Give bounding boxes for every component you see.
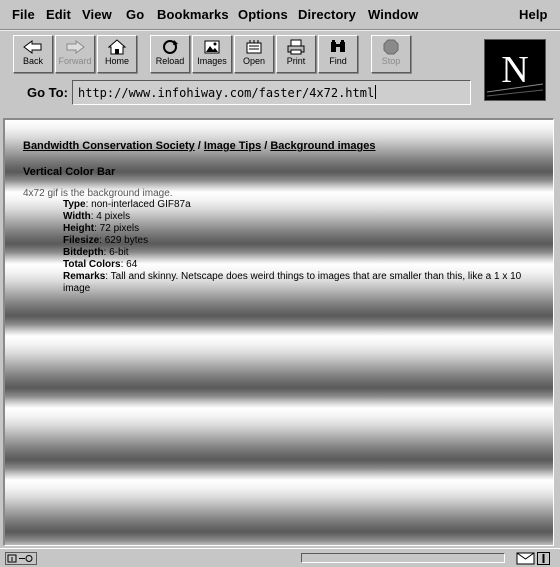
spec-value: 6-bit <box>109 247 129 258</box>
goto-label: Go To: <box>27 85 68 100</box>
status-bar <box>0 548 560 567</box>
spec-value: 64 <box>126 259 138 270</box>
logo-letter: N <box>501 49 529 91</box>
breadcrumb-separator: / <box>194 140 204 152</box>
text-caret <box>375 85 376 99</box>
back-arrow-icon <box>23 39 43 55</box>
menu-bar <box>0 0 560 30</box>
progress-bar <box>301 553 505 563</box>
image-specs <box>63 199 523 295</box>
spec-row: Total Colors: 64 <box>63 259 138 270</box>
spec-row: Remarks: Tall and skinny. Netscape does weird things to images that are smaller than this, like a 1 x 10 image <box>63 271 522 294</box>
breadcrumb-link-background-images[interactable]: Background images <box>270 140 376 152</box>
breadcrumb-separator: / <box>261 140 271 152</box>
spec-value: 4 pixels <box>96 211 131 222</box>
spec-row: Width: 4 pixels <box>63 211 131 222</box>
reload-button[interactable] <box>150 35 190 73</box>
forward-button[interactable] <box>55 35 95 73</box>
images-icon <box>202 39 222 55</box>
security-key-icon[interactable] <box>5 552 37 565</box>
menu-directory[interactable]: Directory <box>298 7 356 22</box>
images-button[interactable] <box>192 35 232 73</box>
menu-file[interactable]: File <box>12 7 35 22</box>
open-button[interactable] <box>234 35 274 73</box>
menu-view[interactable]: View <box>82 7 112 22</box>
spec-row: Filesize: 629 bytes <box>63 235 149 246</box>
spec-value: non-interlaced GIF87a <box>91 199 191 210</box>
images-label: Images <box>197 56 227 66</box>
find-button[interactable] <box>318 35 358 73</box>
location-url: http://www.infohiway.com/faster/4x72.html <box>78 86 375 100</box>
open-label: Open <box>242 56 266 66</box>
spec-row: Height: 72 pixels <box>63 223 140 234</box>
netscape-n-icon <box>485 40 545 100</box>
print-button[interactable] <box>276 35 316 73</box>
reload-icon <box>160 39 180 55</box>
menu-go[interactable]: Go <box>126 7 145 22</box>
spec-key: Bitdepth <box>63 247 104 258</box>
location-input[interactable] <box>72 80 471 105</box>
reload-label: Reload <box>155 56 185 66</box>
find-label: Find <box>329 56 347 66</box>
back-label: Back <box>22 56 43 66</box>
activity-indicator-icon <box>537 552 550 565</box>
netscape-logo[interactable] <box>484 39 546 101</box>
menu-help[interactable]: Help <box>519 7 548 22</box>
breadcrumb-link-bcs[interactable]: Bandwidth Conservation Society <box>23 140 195 152</box>
spec-key: Filesize <box>63 235 100 246</box>
stop-button[interactable] <box>371 35 411 73</box>
menu-bookmarks[interactable]: Bookmarks <box>157 7 229 22</box>
forward-arrow-icon <box>65 39 85 55</box>
spec-value: 72 pixels <box>99 223 140 234</box>
spec-key: Total Colors <box>63 259 121 270</box>
home-icon <box>107 39 127 55</box>
spec-key: Width <box>63 211 91 222</box>
stop-icon <box>381 39 401 55</box>
back-button[interactable] <box>13 35 53 73</box>
print-label: Print <box>286 56 306 66</box>
breadcrumb-link-image-tips[interactable]: Image Tips <box>203 140 262 152</box>
menu-options[interactable]: Options <box>238 7 288 22</box>
spec-row: Type: non-interlaced GIF87a <box>63 199 191 210</box>
home-button[interactable] <box>97 35 137 73</box>
stop-label: Stop <box>381 56 401 66</box>
mail-icon[interactable] <box>516 552 535 565</box>
spec-key: Type <box>63 199 86 210</box>
home-label: Home <box>104 56 129 66</box>
open-icon <box>244 39 264 55</box>
page-content[interactable] <box>3 118 554 546</box>
page-title: Vertical Color Bar <box>23 166 116 178</box>
forward-label: Forward <box>58 56 92 66</box>
intro-text: 4x72 gif is the background image. <box>23 188 173 199</box>
spec-row: Bitdepth: 6-bit <box>63 247 129 258</box>
print-icon <box>286 39 306 55</box>
toolbar <box>0 30 560 118</box>
menu-edit[interactable]: Edit <box>46 7 71 22</box>
menu-window[interactable]: Window <box>368 7 419 22</box>
spec-key: Height <box>63 223 95 234</box>
spec-key: Remarks <box>63 271 106 282</box>
breadcrumb <box>23 140 523 152</box>
find-icon <box>328 39 348 55</box>
spec-value: Tall and skinny. Netscape does weird things to images that are smaller than this, like a 1 x 10 image <box>63 271 522 294</box>
spec-value: 629 bytes <box>104 235 149 246</box>
